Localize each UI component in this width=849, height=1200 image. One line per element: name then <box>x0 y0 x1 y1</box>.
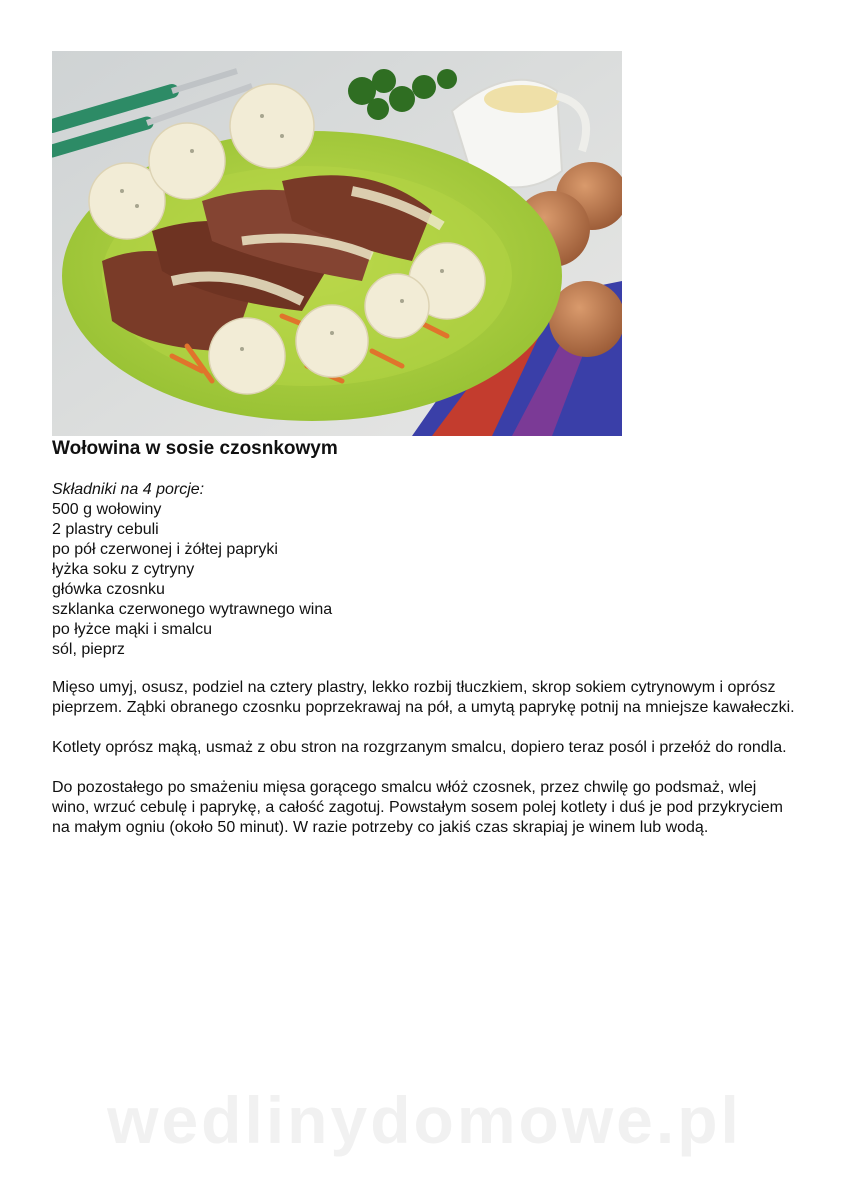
ingredient-item: po łyżce mąki i smalcu <box>52 621 213 638</box>
ingredient-item: po pół czerwonej i żółtej papryki <box>52 541 278 558</box>
ingredient-item: główka czosnku <box>52 581 165 598</box>
ingredient-item: 500 g wołowiny <box>52 501 162 518</box>
recipe-title: Wołowina w sosie czosnkowym <box>52 438 338 459</box>
preparation-steps <box>52 678 797 858</box>
ingredient-item: sól, pieprz <box>52 641 125 658</box>
step-paragraph: Kotlety oprósz mąką, usmaż z obu stron na rozgrzanym smalcu, dopiero teraz posól i przełóż do rondla. <box>52 739 787 756</box>
ingredients-list <box>52 500 332 660</box>
ingredients-lead: Składniki na 4 porcje: <box>52 481 205 498</box>
step-paragraph: Mięso umyj, osusz, podziel na cztery plastry, lekko rozbij tłuczkiem, skrop sokiem cytrynowym i oprósz pieprzem. Ząbki obranego czosnku poprzekrawaj na pół, a umytą paprykę potnij na mniejsze kawałeczki. <box>52 679 795 716</box>
ingredient-item: łyżka soku z cytryny <box>52 561 195 578</box>
step-paragraph: Do pozostałego po smażeniu mięsa gorącego smalcu włóż czosnek, przez chwilę go podsmaż, wlej wino, wrzuć cebulę i paprykę, a całość zagotuj. Powstałym sosem polej kotlety i duś je pod przykryciem na małym ogniu (około 50 minut). W razie potrzeby co jakiś czas skrapiaj je winem lub wodą. <box>52 779 783 836</box>
recipe-photo <box>52 51 622 436</box>
ingredients-section <box>52 480 332 660</box>
ingredient-item: 2 plastry cebuli <box>52 521 159 538</box>
ingredient-item: szklanka czerwonego wytrawnego wina <box>52 601 333 618</box>
watermark: wedlinydomowe.pl <box>107 1083 742 1157</box>
